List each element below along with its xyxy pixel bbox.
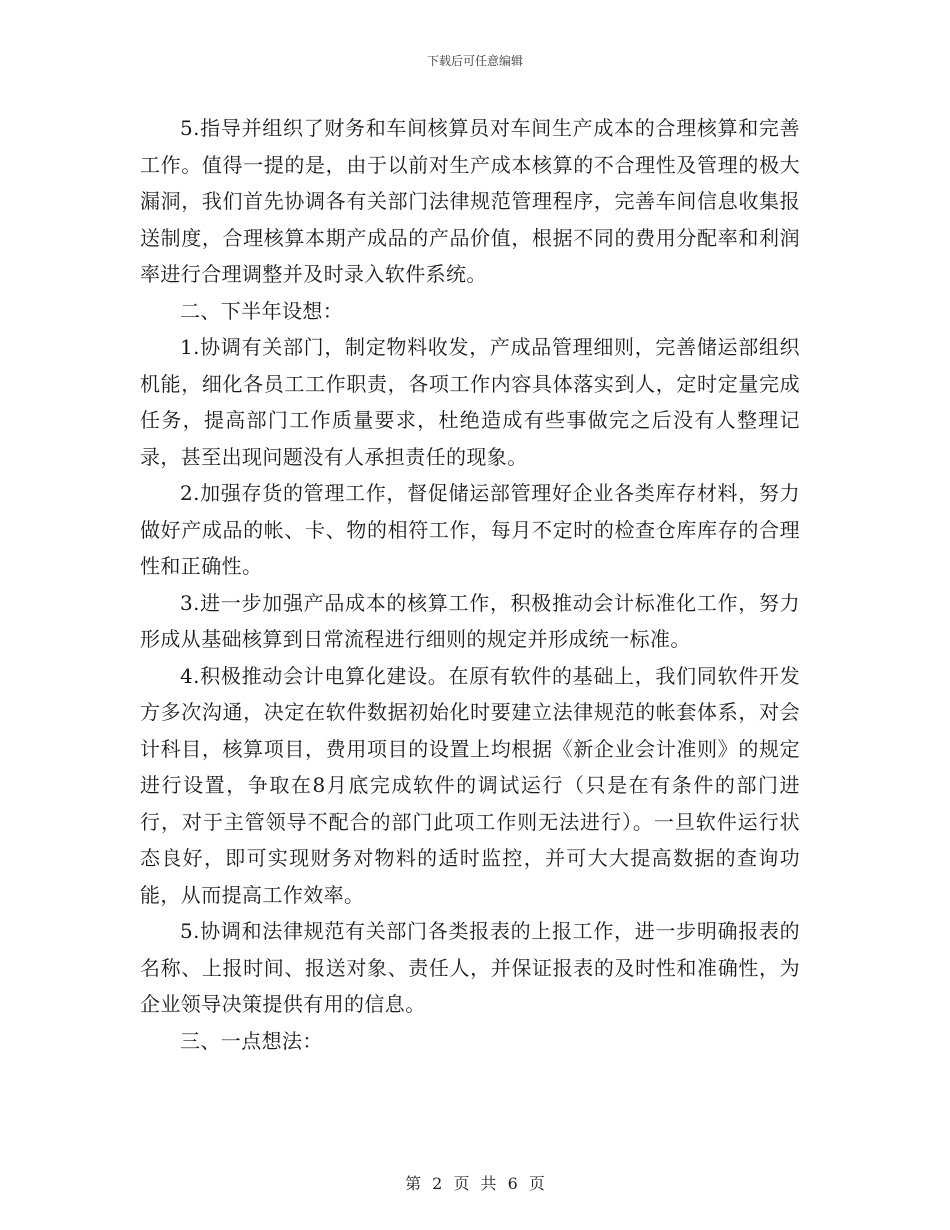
document-body [140, 110, 800, 1059]
paragraph-plan-4: 4.积极推动会计电算化建设。在原有软件的基础上，我们同软件开发方多次沟通，决定在软件数据初始化时要建立法律规范的帐套体系，对会计科目，核算项目，费用项目的设置上均根据《新企业会计准则》的规定进行设置，争取在8月底完成软件的调试运行（只是在有条件的部门进行，对于主管领导不配合的部门此项工作则无法进行）。一旦软件运行状态良好，即可实现财务对物料的适时监控，并可大大提高数据的查询功能，从而提高工作效率。 [140, 663, 800, 907]
paragraph-plan-1: 1.协调有关部门，制定物料收发，产成品管理细则，完善储运部组织机能，细化各员工工作职责，各项工作内容具体落实到人，定时定量完成任务，提高部门工作质量要求，杜绝造成有些事做完之后没有人整理记录，甚至出现问题没有人承担责任的现象。 [140, 335, 800, 469]
paragraph-plan-2: 2.加强存货的管理工作，督促储运部管理好企业各类库存材料，努力做好产成品的帐、卡、物的相符工作，每月不定时的检查仓库库存的合理性和正确性。 [140, 481, 800, 578]
paragraph-item-5-cost-accounting: 5.指导并组织了财务和车间核算员对车间生产成本的合理核算和完善工作。值得一提的是，由于以前对生产成本核算的不合理性及管理的极大漏洞，我们首先协调各有关部门法律规范管理程序，完善车间信息收集报送制度，合理核算本期产成品的产品价值，根据不同的费用分配率和利润率进行合理调整并及时录入软件系统。 [140, 116, 800, 286]
paragraph-plan-3: 3.进一步加强产品成本的核算工作，积极推动会计标准化工作，努力形成从基础核算到日常流程进行细则的规定并形成统一标准。 [140, 590, 800, 651]
page-header: 下载后可任意编辑 [426, 54, 523, 68]
page-number-footer: 第 2 页 共 6 页 [405, 1174, 545, 1193]
section-heading-thoughts: 三、一点想法： [180, 1028, 323, 1053]
section-heading-second-half-plan: 二、下半年设想： [180, 298, 344, 323]
paragraph-plan-5: 5.协调和法律规范有关部门各类报表的上报工作，进一步明确报表的名称、上报时间、报送对象、责任人，并保证报表的及时性和准确性，为企业领导决策提供有用的信息。 [140, 919, 800, 1016]
